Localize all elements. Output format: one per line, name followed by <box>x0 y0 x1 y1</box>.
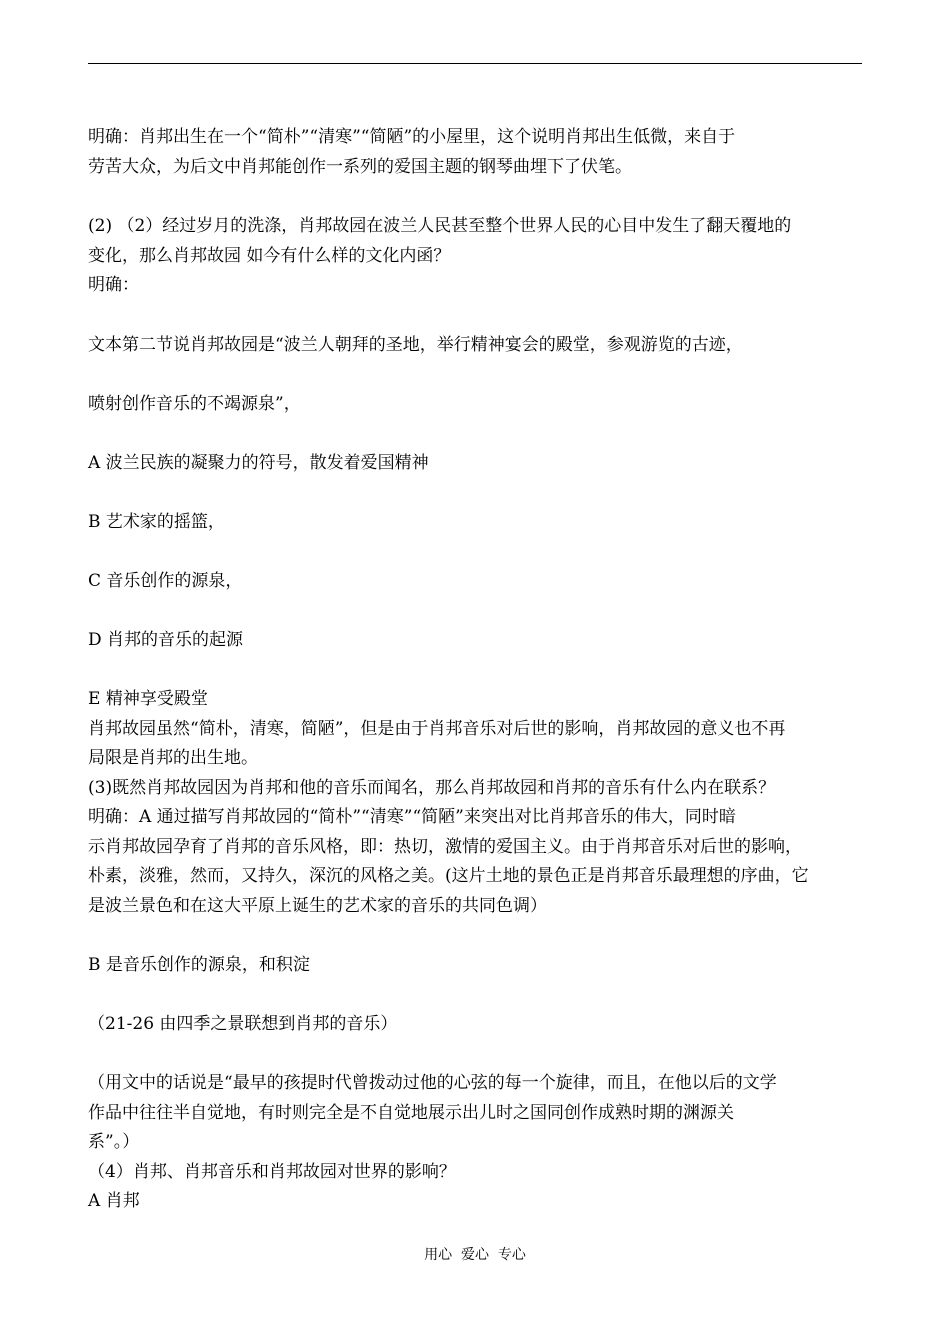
paragraph-line: 示肖邦故园孕育了肖邦的音乐风格，即：热切，激情的爱国主义。由于肖邦音乐对后世的影响， <box>88 837 802 857</box>
paragraph-line: B 是音乐创作的源泉，和积淀 <box>88 955 310 975</box>
paragraph-line: （21-26 由四季之景联想到肖邦的音乐） <box>88 1014 398 1034</box>
paragraph-line: A 肖邦 <box>88 1191 140 1211</box>
paragraph-line: 作品中往往半自觉地，有时则完全是不自觉地展示出儿时之国同创作成熟时期的渊源关 <box>88 1103 734 1123</box>
paragraph-line: （用文中的话说是“最早的孩提时代曾拨动过他的心弦的每一个旋律，而且，在他以后的文学 <box>88 1073 777 1093</box>
list-item: A 波兰民族的凝聚力的符号，散发着爱国精神 <box>88 453 429 473</box>
list-item: E 精神享受殿堂 <box>88 689 208 709</box>
paragraph-line: 喷射创作音乐的不竭源泉”， <box>88 394 301 414</box>
paragraph-line: （4）肖邦、肖邦音乐和肖邦故园对世界的影响？ <box>88 1162 456 1182</box>
paragraph-line: 明确： <box>88 275 139 295</box>
list-item: C 音乐创作的源泉， <box>88 571 243 591</box>
paragraph-line: 变化，那么肖邦故园 如今有什么样的文化内函？ <box>88 246 451 266</box>
list-item: D 肖邦的音乐的起源 <box>88 630 244 650</box>
paragraph-line: 文本第二节说肖邦故园是“波兰人朝拜的圣地，举行精神宴会的殿堂，参观游览的古迹， <box>88 335 743 355</box>
paragraph-line: (2) （2）经过岁月的洗涤，肖邦故园在波兰人民甚至整个世界人民的心目中发生了翻天覆地的 <box>88 216 792 236</box>
list-item: B 艺术家的摇篮， <box>88 512 225 532</box>
paragraph-line: 局限是肖邦的出生地。 <box>88 748 258 768</box>
paragraph-line: 劳苦大众，为后文中肖邦能创作一系列的爱国主题的钢琴曲埋下了伏笔。 <box>88 157 632 177</box>
paragraph-line: (3)既然肖邦故园因为肖邦和他的音乐而闻名，那么肖邦故园和肖邦的音乐有什么内在联系？ <box>88 778 776 798</box>
paragraph-line: 明确：A 通过描写肖邦故园的“简朴”“清寒”“简陋”来突出对比肖邦音乐的伟大，同时暗 <box>88 807 736 827</box>
paragraph-line: 明确：肖邦出生在一个“简朴”“清寒”“简陋”的小屋里，这个说明肖邦出生低微，来自于 <box>88 127 736 147</box>
paragraph-line: 系”。） <box>88 1132 140 1152</box>
paragraph-line: 是波兰景色和在这大平原上诞生的艺术家的音乐的共同色调） <box>88 896 547 916</box>
header-rule <box>88 63 862 64</box>
page-footer: 用心 爱心 专心 <box>424 1247 526 1263</box>
paragraph-line: 肖邦故园虽然“简朴，清寒，简陋”，但是由于肖邦音乐对后世的影响，肖邦故园的意义也不再 <box>88 719 786 739</box>
paragraph-line: 朴素，淡雅，然而，又持久，深沉的风格之美。(这片土地的景色正是肖邦音乐最理想的序曲，它 <box>88 866 809 886</box>
